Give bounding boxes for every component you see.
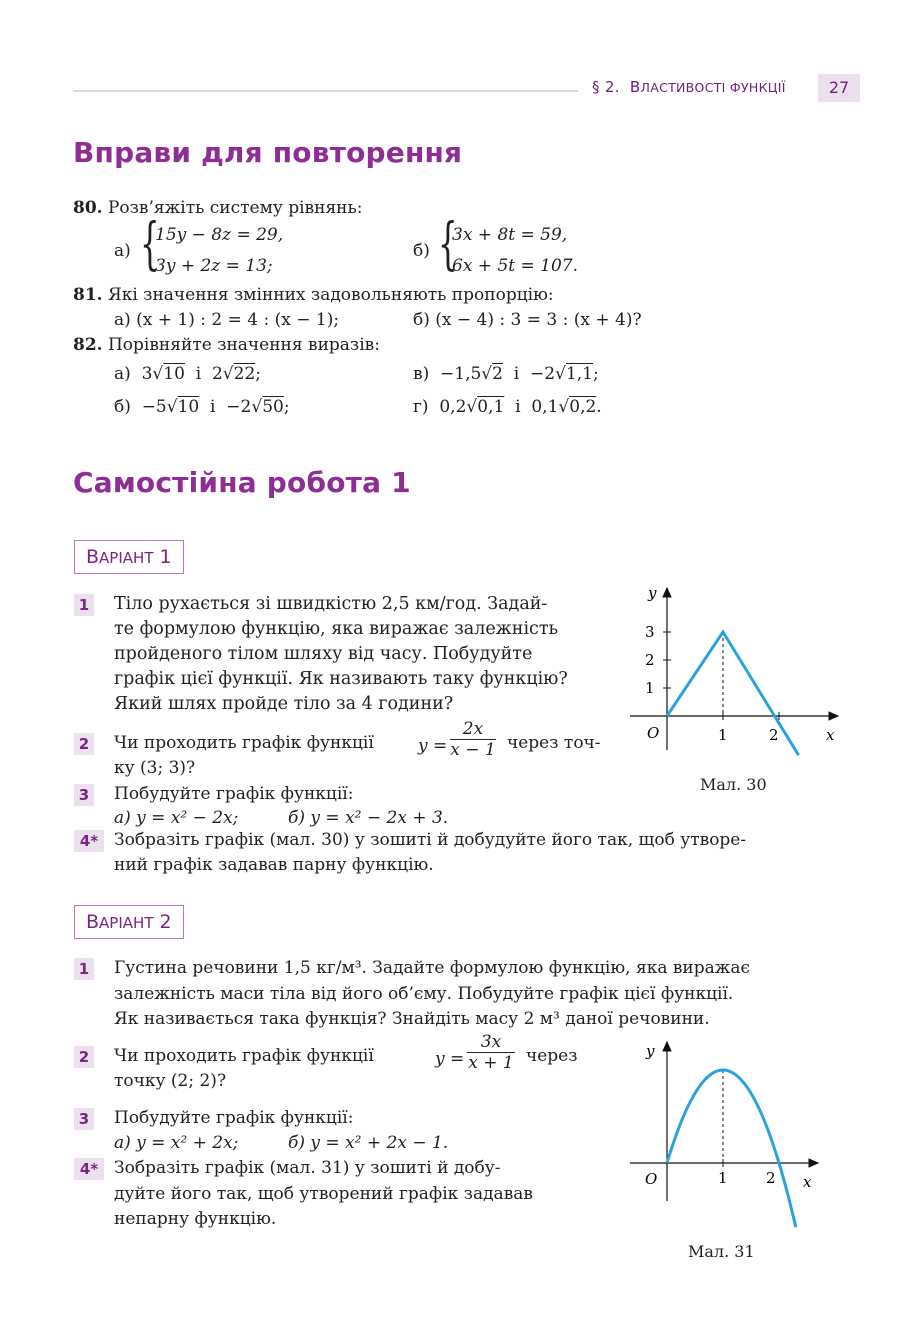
v2-question-4-l3: непарну функцію. [114, 1209, 277, 1229]
exercise-number: 81. [73, 285, 103, 305]
system-brace: { [140, 212, 160, 277]
section-number: § 2. [592, 78, 620, 96]
x-axis-label: x [803, 1173, 812, 1191]
variant-number: 1 [159, 546, 172, 568]
text-line: Який шлях пройде тіло за 4 години? [114, 694, 454, 714]
denominator: x − 1 [450, 740, 496, 761]
question-badge: 1 [74, 958, 94, 980]
v1-question-4-l1: Зобразіть графік (мал. 30) у зошиті й добудуйте його так, щоб утворе- [114, 830, 747, 850]
question-badge: 3 [74, 784, 94, 806]
v2-question-2-text: Чи проходить графік функції [114, 1046, 374, 1066]
origin-label: O [647, 724, 660, 742]
figure-31 [620, 1036, 850, 1236]
denominator: x + 1 [468, 1053, 514, 1074]
system-a-eq1: 15y − 8z = 29, [155, 225, 284, 245]
exercise-82-v: в) −1,5√2 і −2√1,1; [413, 364, 599, 384]
exercise-82-g: г) 0,2√0,1 і 0,1√0,2. [413, 397, 602, 417]
conj: і [515, 397, 521, 417]
question-badge: 2 [74, 733, 94, 755]
question-badge: 4* [74, 1158, 104, 1180]
system-a-eq2: 3y + 2z = 13; [155, 256, 273, 276]
numerator: 3x [480, 1032, 502, 1052]
x-axis-label: x [826, 726, 835, 744]
conj: і [195, 364, 202, 384]
exercise-80 [73, 196, 363, 221]
y-tick-label: 1 [645, 679, 655, 697]
section-title: ЛАСТИВОСТІ ФУНКЦІЇ [640, 80, 786, 95]
system-a-label: а) [114, 241, 131, 261]
figure-30 [620, 580, 850, 780]
v2-question-4-l2: дуйте його так, щоб утворений графік задавав [114, 1184, 533, 1204]
conj: і [210, 397, 216, 417]
running-header [592, 78, 786, 96]
item-label: г) [413, 397, 429, 417]
variant-title: АРІАНТ [99, 914, 154, 932]
exercise-text: Які значення змінних задовольняють пропорцію: [107, 285, 554, 305]
v2-question-3: Побудуйте графік функції: [114, 1108, 354, 1128]
radicand: 22 [233, 364, 256, 384]
exercise-81 [73, 283, 554, 308]
v1-question-2-text: Чи проходить графік функції [114, 733, 374, 753]
y-tick-label: 2 [645, 651, 655, 669]
text-line: те формулою функцію, яка виражає залежність [114, 619, 559, 639]
fraction-lhs: y = [418, 736, 448, 756]
x-tick-label: 2 [766, 1169, 776, 1187]
fraction-lhs: y = [435, 1049, 465, 1069]
radicand: 1,1 [565, 364, 593, 384]
exercise-text: Розв’яжіть систему рівнянь: [107, 198, 363, 218]
exercise-number: 80. [73, 198, 103, 218]
coef: 0,1 [531, 397, 559, 417]
coef: −2 [530, 364, 556, 384]
review-heading: Вправи для повторення [73, 136, 463, 169]
exercise-text: Порівняйте значення виразів: [107, 335, 380, 355]
x-tick-label: 2 [769, 726, 779, 744]
v2-question-1-l2: залежність маси тіла від його об’єму. Побудуйте графік цієї функції. [114, 984, 734, 1004]
coef: 0,2 [439, 397, 467, 417]
exercise-81-b: б) (x − 4) : 3 = 3 : (x + 4)? [413, 310, 642, 330]
question-badge: 4* [74, 830, 104, 852]
system-b-eq1: 3x + 8t = 59, [452, 225, 568, 245]
figure-30-caption: Мал. 30 [700, 775, 767, 794]
variant-1-label [74, 540, 184, 574]
item-label: в) [413, 364, 430, 384]
variant-title-cap: В [86, 546, 100, 568]
work-heading: Самостійна робота 1 [73, 466, 411, 499]
system-brace: { [438, 212, 458, 277]
text-line: графік цієї функції. Як називають таку функцію? [114, 669, 568, 689]
variant-2-label [74, 905, 184, 939]
v2-question-4-l1: Зобразіть графік (мал. 31) у зошиті й добу- [114, 1158, 501, 1178]
exercise-81-a: а) (x + 1) : 2 = 4 : (x − 1); [114, 310, 340, 330]
v1-question-3-a: а) y = x² − 2x; [114, 808, 239, 828]
system-b-label: б) [413, 241, 430, 261]
origin-label: O [645, 1170, 658, 1188]
exercise-82-a: а) 3√10 і 2√22; [114, 364, 262, 384]
coef: 2 [211, 364, 223, 384]
graph-curve [667, 1070, 796, 1227]
radicand: 2 [492, 364, 503, 384]
text-line: Тіло рухається зі швидкістю 2,5 км/год. Задай- [114, 594, 548, 614]
v2-question-3-a: а) y = x² + 2x; [114, 1133, 239, 1153]
v2-question-1-l3: Як називається така функція? Знайдіть масу 2 м³ даної речовини. [114, 1009, 710, 1029]
fraction [467, 1032, 515, 1073]
numerator: 2x [462, 719, 484, 739]
exercise-82-b: б) −5√10 і −2√50; [114, 397, 290, 417]
variant-title: АРІАНТ [99, 549, 154, 567]
v1-question-1 [114, 592, 614, 717]
v1-question-4-l2: ний графік задавав парну функцію. [114, 855, 434, 875]
page-number: 27 [818, 74, 860, 102]
y-tick-label: 3 [645, 623, 655, 641]
question-badge: 2 [74, 1046, 94, 1068]
text-line: пройденого тілом шляху від часу. Побудуйте [114, 644, 533, 664]
radicand: 0,1 [477, 397, 505, 417]
v1-question-2-tail: через точ- [507, 733, 601, 753]
radicand: 10 [177, 397, 200, 417]
graph-line [667, 632, 799, 755]
variant-number: 2 [159, 911, 172, 933]
exercise-82 [73, 333, 380, 358]
system-b-eq2: 6x + 5t = 107. [452, 256, 579, 276]
v1-question-3: Побудуйте графік функції: [114, 784, 354, 804]
v1-question-2-line2: ку (3; 3)? [114, 758, 196, 778]
coef: −2 [226, 397, 252, 417]
section-title-cap: В [629, 78, 641, 96]
item-label: а) [114, 364, 131, 384]
conj: і [513, 364, 520, 384]
y-axis-label: y [646, 1042, 655, 1060]
header-rule [73, 90, 578, 92]
y-axis-label: y [648, 584, 657, 602]
radicand: 0,2 [569, 397, 597, 417]
x-tick-label: 1 [718, 1169, 728, 1187]
radicand: 50 [262, 397, 284, 417]
variant-title-cap: В [86, 911, 100, 933]
coef: 3 [141, 364, 153, 384]
punct: . [596, 397, 602, 417]
punct: ; [255, 364, 262, 384]
question-badge: 3 [74, 1108, 94, 1130]
ticks [663, 632, 779, 720]
punct: ; [592, 364, 599, 384]
v2-question-3-b: б) y = x² + 2x − 1. [288, 1133, 449, 1153]
v2-question-2-tail: через [526, 1046, 578, 1066]
item-label: б) [114, 397, 131, 417]
radicand: 10 [163, 364, 185, 384]
v2-question-2-line2: точку (2; 2)? [114, 1071, 227, 1091]
figure-31-caption: Мал. 31 [688, 1242, 755, 1261]
x-tick-label: 1 [718, 726, 728, 744]
question-badge: 1 [74, 594, 94, 616]
exercise-number: 82. [73, 335, 103, 355]
v1-question-3-b: б) y = x² − 2x + 3. [288, 808, 449, 828]
fraction [450, 719, 496, 760]
punct: ; [283, 397, 290, 417]
v2-question-1-l1: Густина речовини 1,5 кг/м³. Задайте формулою функцію, яка виражає [114, 958, 751, 978]
coef: −5 [141, 397, 167, 417]
coef: −1,5 [440, 364, 482, 384]
